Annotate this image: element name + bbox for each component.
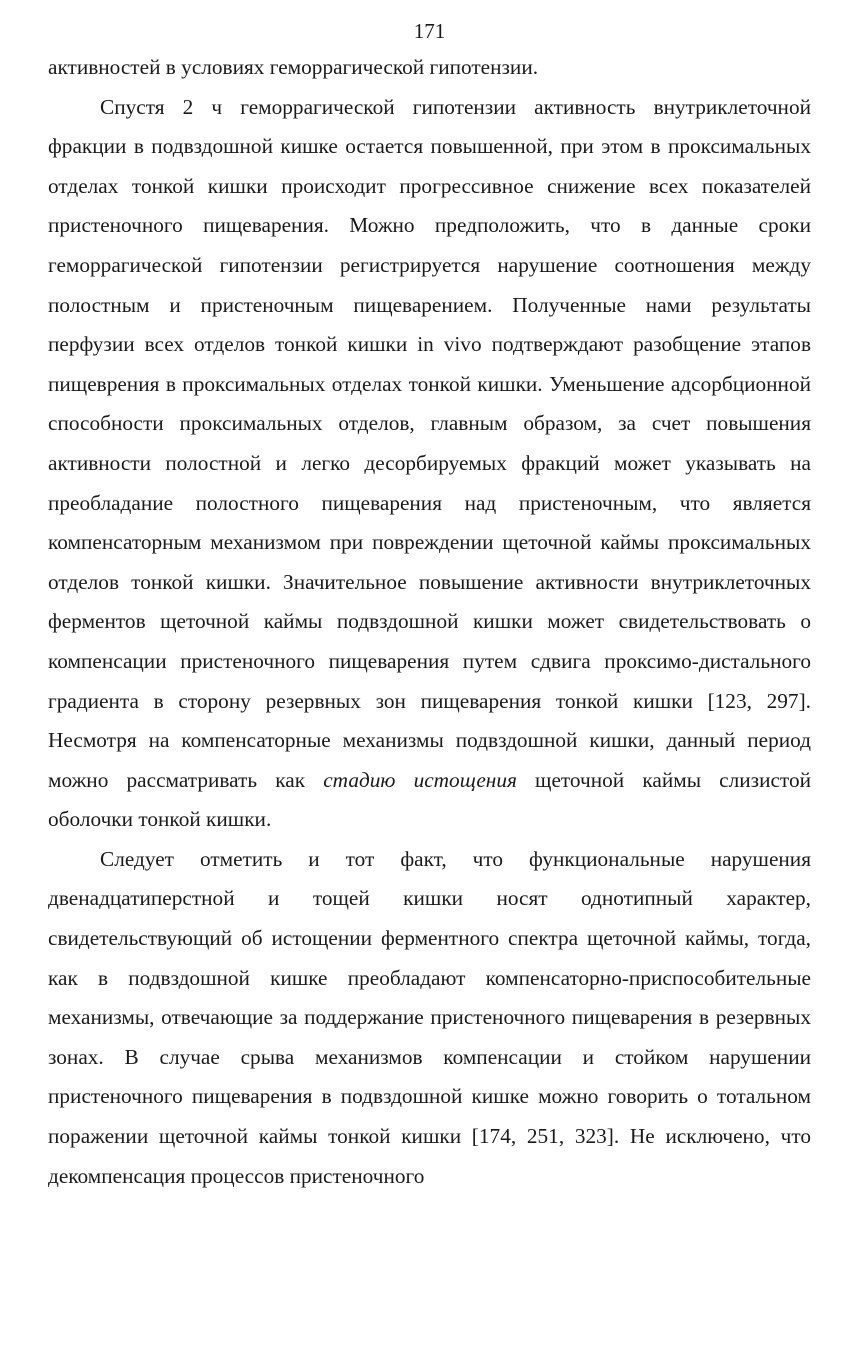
paragraph-text: активностей в условиях геморрагической гипотензии.: [48, 55, 539, 79]
paragraph-functional-disorders: [48, 840, 811, 1196]
paragraph-hypotension-2h: [48, 88, 811, 840]
paragraph-text: Следует отметить и тот факт, что функциональные нарушения двенадцатиперстной и тощей кишки носят однотипный характер, свидетельствующий об истощении ферментного спектра щеточной каймы, тогда, как в подвздошной кишке преобладают компенсаторно-приспособительные механизмы, отвечающие за поддержание пристеночного пищеварения в резервных зонах. В случае срыва механизмов компенсации и стойком нарушении пристеночного пищеварения в подвздошной кишке можно говорить о тотальном поражении щеточной каймы тонкой кишки [174, 251, 323]. Не исключено, что декомпенсация процессов пристеночного: [48, 846, 811, 1188]
paragraph-continuation: [48, 48, 811, 88]
emphasis-text: стадию истощения: [323, 767, 517, 792]
paragraph-text: Спустя 2 ч геморрагической гипотензии активность внутриклеточной фракции в подвздошной кишке остается повышенной, при этом в проксимальных отделах тонкой кишки происходит прогрессивное снижение всех показателей пристеночного пищеварения. Можно предположить, что в данные сроки геморрагической гипотензии регистрируется нарушение соотношения между полостным и пристеночным пищеварением. Полученные нами результаты перфузии всех отделов тонкой кишки in vivo подтверждают разобщение этапов пищеврения в проксимальных отделах тонкой кишки. Уменьшение адсорбционной способности проксимальных отделов, главным образом, за счет повышения активности полостной и легко десорбируемых фракций может указывать на преобладание полостного пищеварения над пристеночным, что является компенсаторным механизмом при повреждении щеточной каймы проксимальных отделов тонкой кишки. Значительное повышение активности внутриклеточных ферментов щеточной каймы подвздошной кишки может свидетельствовать о компенсации пристеночного пищеварения путем сдвига проксимо-дистального градиента в сторону резервных зон пищеварения тонкой кишки [123, 297]. Несмотря на компенсаторные механизмы подвздошной кишки, данный период можно рассматривать как: [48, 94, 811, 792]
page-number: 171: [413, 19, 446, 43]
body-text: [48, 48, 811, 1196]
paragraph-text: щеточной каймы слизистой оболочки тонкой кишки.: [48, 767, 811, 832]
